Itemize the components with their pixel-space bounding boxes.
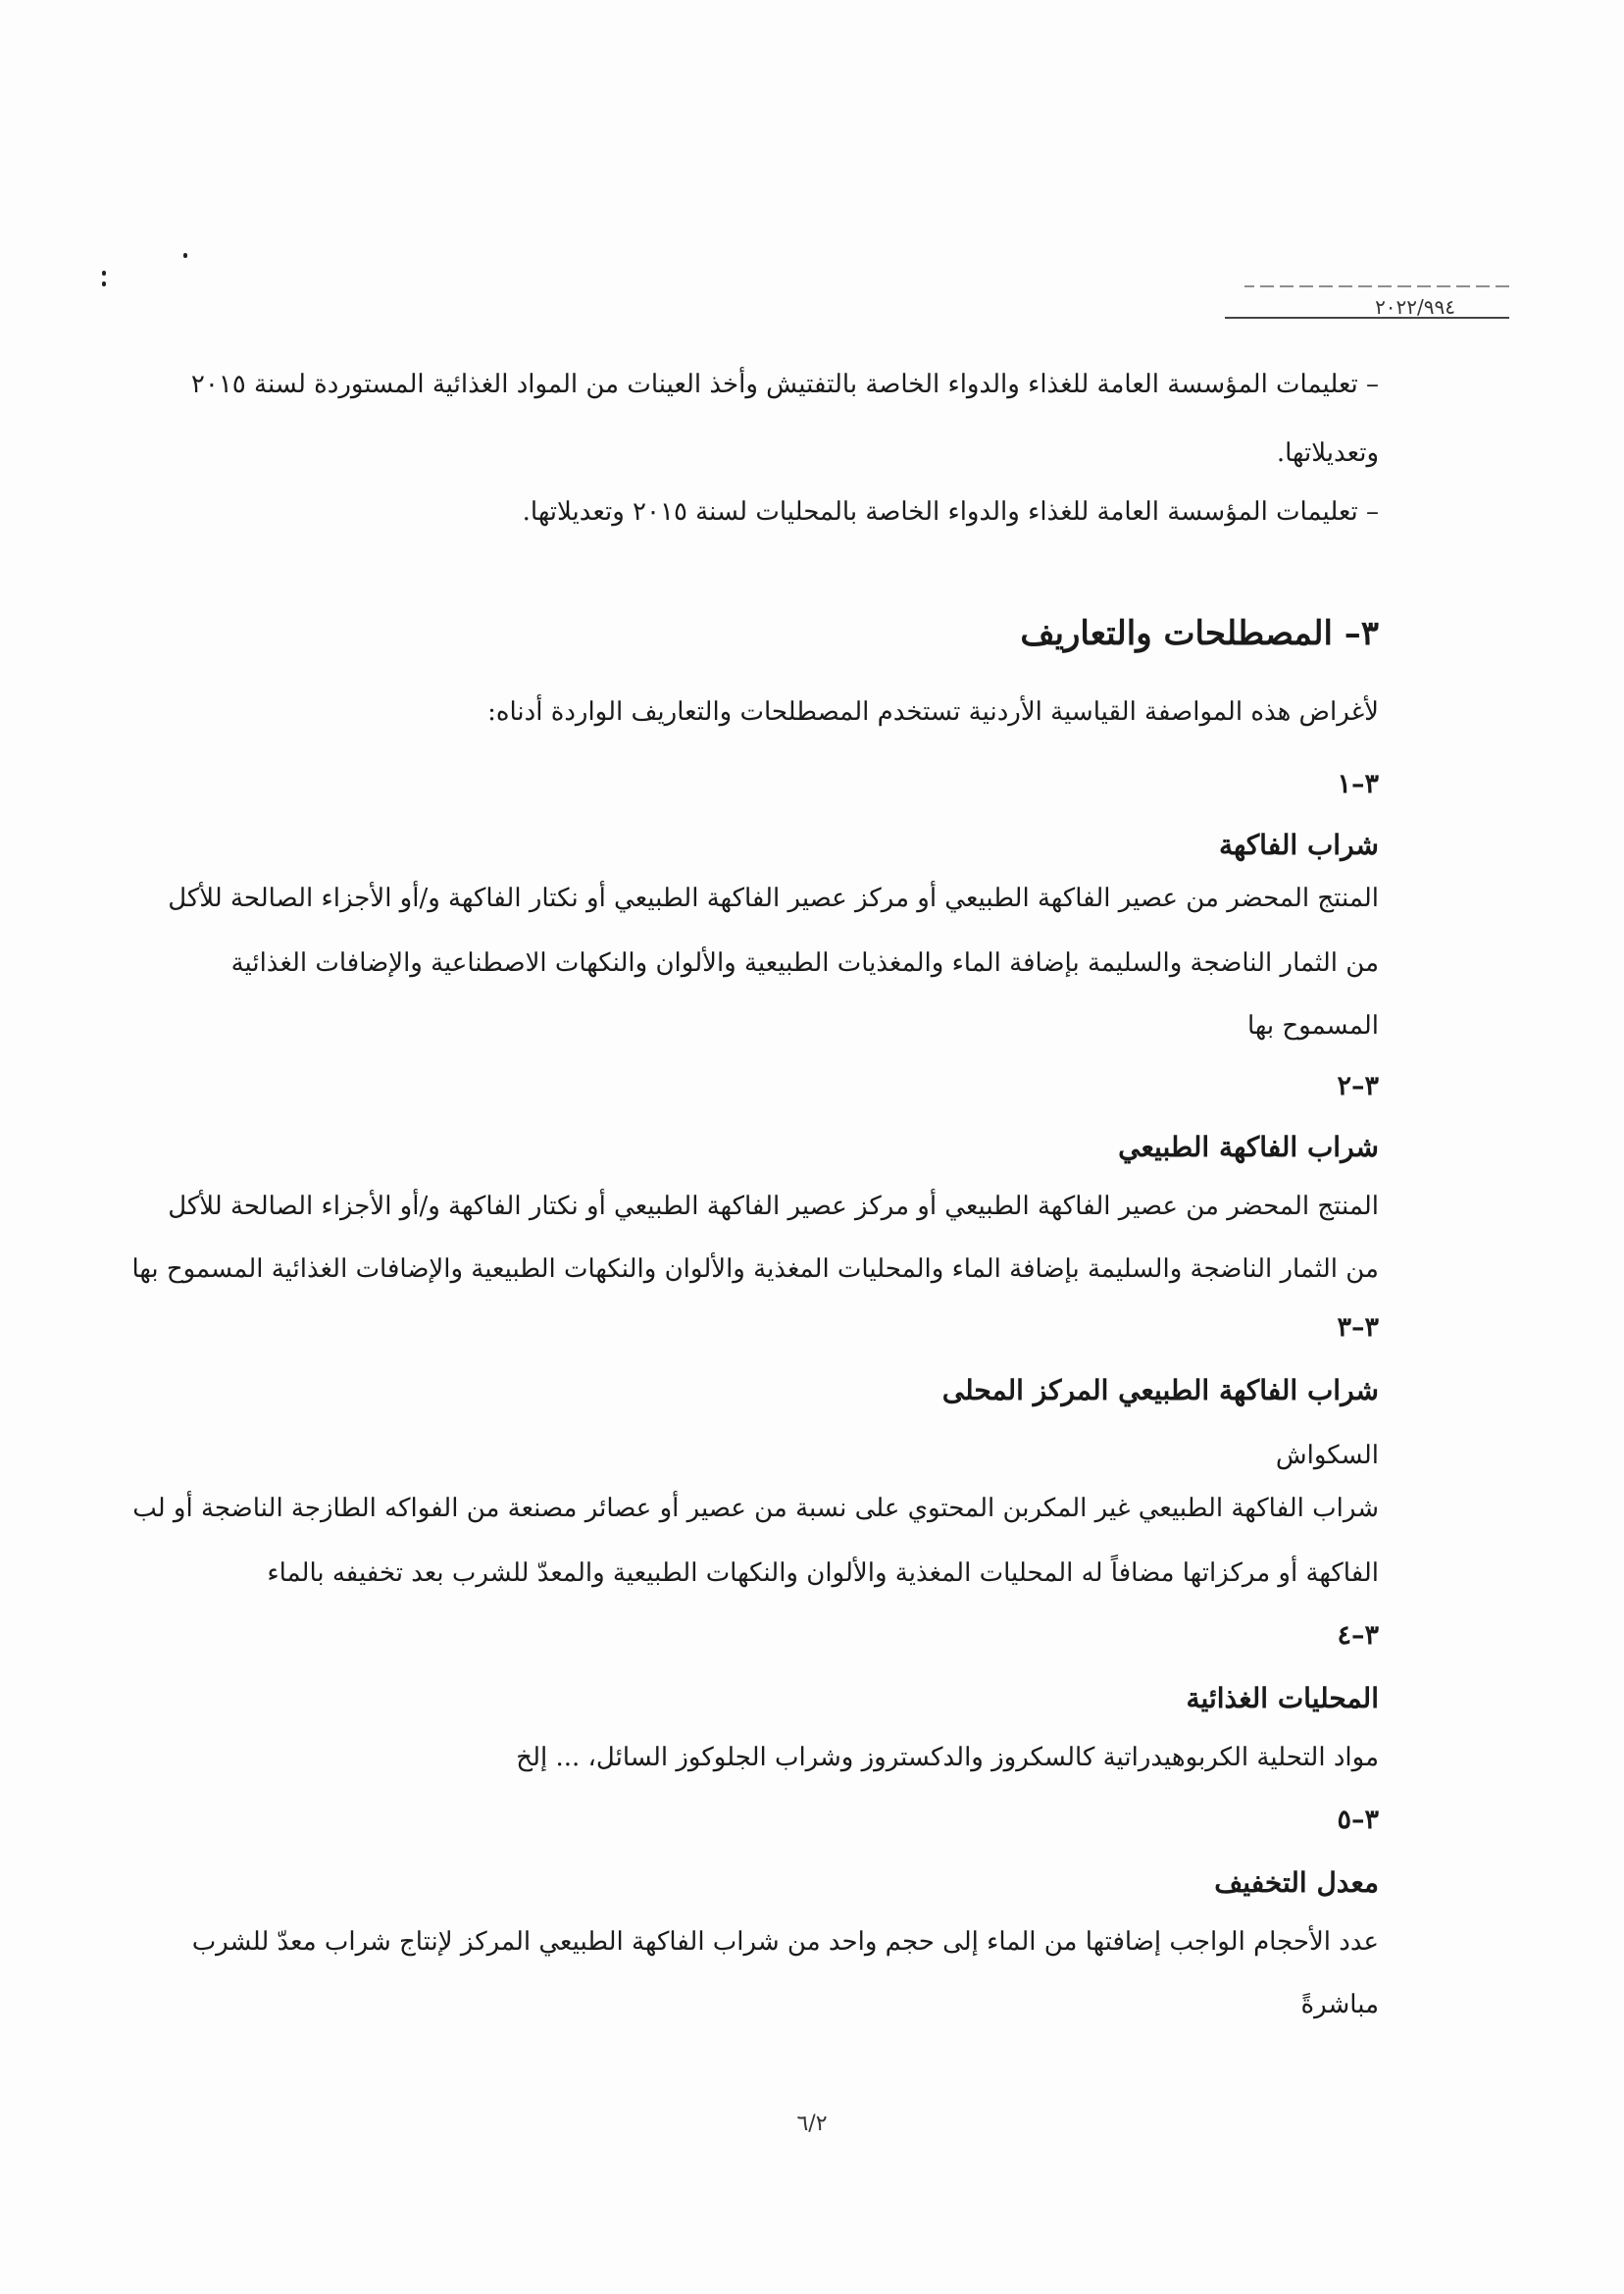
definition-line: المنتج المحضر من عصير الفاكهة الطبيعي أو مركز عصير الفاكهة الطبيعي أو نكتار الفاكهة و/أو الأجزاء الصالحة للأكل bbox=[168, 884, 1379, 913]
definition-term: المحليات الغذائية bbox=[1186, 1682, 1379, 1714]
definition-line: عدد الأحجام الواجب إضافتها من الماء إلى حجم واحد من شراب الفاكهة الطبيعي المركز لإنتاج شراب معدّ للشرب bbox=[191, 1927, 1379, 1957]
definition-number: ٣–٤ bbox=[1337, 1620, 1379, 1651]
definition-line: شراب الفاكهة الطبيعي غير المكربن المحتوي على نسبة من عصير أو عصائر مصنعة من الفواكه الطازجة الناضجة أو لب bbox=[132, 1494, 1379, 1523]
definition-number: ٣–٣ bbox=[1337, 1312, 1379, 1343]
scan-speck bbox=[102, 281, 106, 286]
scan-speck bbox=[183, 253, 187, 258]
intro-text: لأغراض هذه المواصفة القياسية الأردنية تستخدم المصطلحات والتعاريف الواردة أدناه: bbox=[487, 697, 1379, 727]
definition-line: مواد التحلية الكربوهيدراتية كالسكروز والدكستروز وشراب الجلوكوز السائل، ... إلخ bbox=[516, 1743, 1379, 1772]
reference-rule bbox=[1225, 317, 1509, 319]
definition-term: شراب الفاكهة الطبيعي المركز المحلى bbox=[941, 1374, 1379, 1406]
definition-number: ٣–١ bbox=[1337, 769, 1379, 799]
scan-speck bbox=[102, 271, 106, 276]
definition-line: من الثمار الناضجة والسليمة بإضافة الماء والمغذيات الطبيعية والألوان والنكهات الاصطناعية والإضافات الغذائية bbox=[230, 948, 1379, 978]
definition-term: شراب الفاكهة bbox=[1218, 829, 1379, 861]
definition-line: المنتج المحضر من عصير الفاكهة الطبيعي أو مركز عصير الفاكهة الطبيعي أو نكتار الفاكهة و/أو الأجزاء الصالحة للأكل bbox=[168, 1192, 1379, 1221]
section-heading: ٣– المصطلحات والتعاريف bbox=[1020, 614, 1379, 653]
definition-number: ٣–٢ bbox=[1337, 1071, 1379, 1101]
reference-rule bbox=[1244, 285, 1509, 287]
bullet-line: – تعليمات المؤسسة العامة للغذاء والدواء الخاصة بالمحليات لسنة ٢٠١٥ وتعديلاتها. bbox=[522, 497, 1379, 527]
definition-term: شراب الفاكهة الطبيعي bbox=[1118, 1131, 1379, 1163]
bullet-line: وتعديلاتها. bbox=[1276, 438, 1379, 468]
reference-block bbox=[1215, 278, 1509, 327]
bullet-line: – تعليمات المؤسسة العامة للغذاء والدواء الخاصة بالتفتيش وأخذ العينات من المواد الغذائية المستوردة لسنة ٢٠١٥ bbox=[190, 370, 1379, 399]
definition-line: من الثمار الناضجة والسليمة بإضافة الماء والمحليات المغذية والألوان والنكهات الطبيعية والإضافات الغذائية المسموح بها bbox=[131, 1254, 1379, 1284]
page-number: ٦/٢ bbox=[796, 2112, 828, 2136]
definition-line: مباشرةً bbox=[1300, 1990, 1379, 2019]
definition-line: الفاكهة أو مركزاتها مضافاً له المحليات المغذية والألوان والنكهات الطبيعية والمعدّ للشرب بعد تخفيفه بالماء bbox=[267, 1558, 1379, 1588]
definition-line: المسموح بها bbox=[1246, 1011, 1379, 1041]
definition-term: معدل التخفيف bbox=[1214, 1866, 1379, 1899]
reference-number: ٢٠٢٢/٩٩٤ bbox=[1375, 295, 1455, 319]
definition-subterm: السكواش bbox=[1275, 1441, 1379, 1470]
definition-number: ٣–٥ bbox=[1337, 1805, 1379, 1835]
